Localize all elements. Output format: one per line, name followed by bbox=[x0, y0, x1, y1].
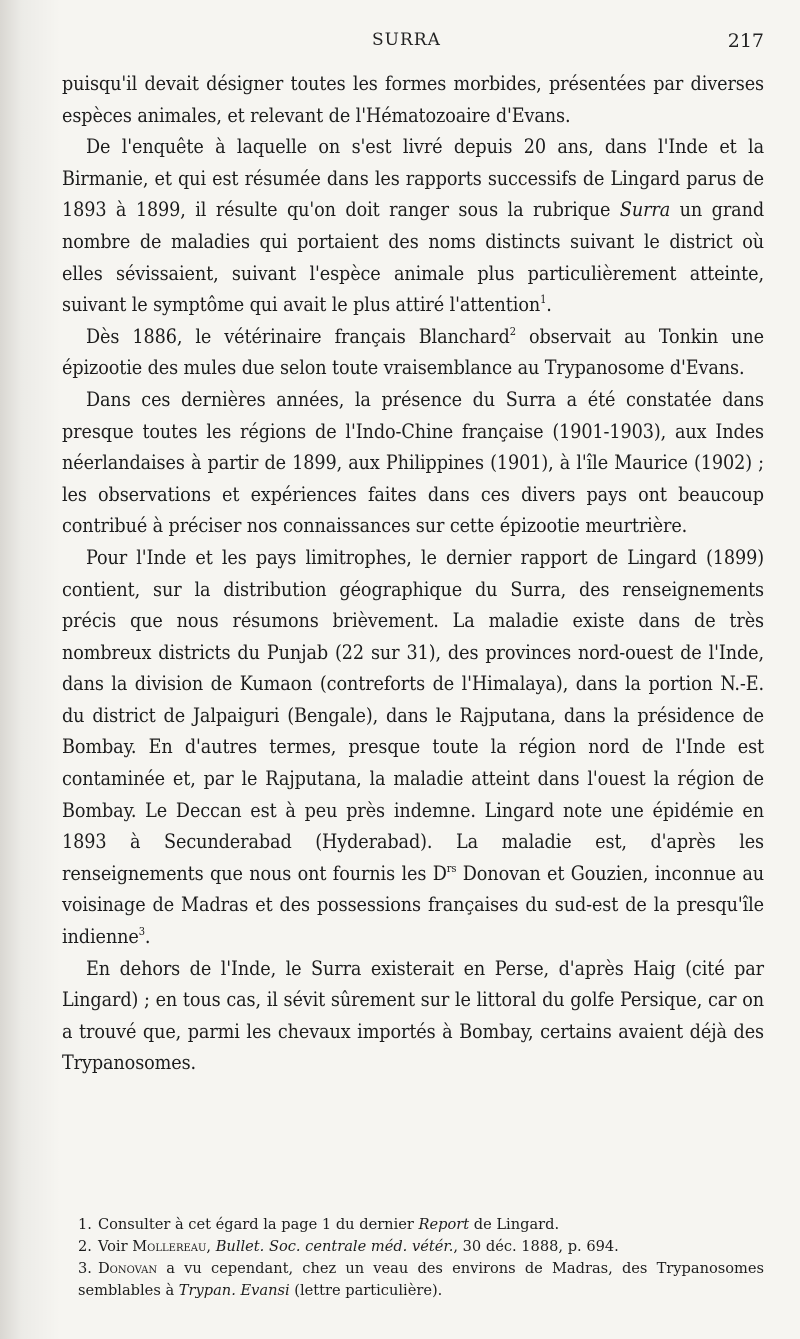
footnote-text: Consulter à cet égard la page 1 du dernier bbox=[97, 1216, 419, 1233]
page-number: 217 bbox=[727, 30, 764, 52]
paragraph-text: Dès 1886, le vétérinaire français Blanchard bbox=[86, 324, 510, 348]
paragraph-5 bbox=[62, 542, 764, 953]
running-head: SURRA bbox=[372, 30, 441, 50]
footnote-1 bbox=[62, 1214, 764, 1236]
footnote-italic: Bullet. Soc. centrale méd. vétér. bbox=[215, 1238, 454, 1255]
paragraph-text: En dehors de l'Inde, le Surra existerait en Perse, d'après Haig (cité par Lingard) ; en tous cas, il sévit sûrement sur le littoral du golfe Persique, car on a trouvé que, parmi les chevaux importés à Bombay, certains avaient déjà des Trypanosomes. bbox=[62, 956, 764, 1075]
superscript: rs bbox=[446, 861, 457, 875]
footnote-2 bbox=[62, 1236, 764, 1258]
footnote-ref: 2 bbox=[509, 324, 516, 338]
author-name: Donovan bbox=[97, 1260, 158, 1277]
author-name: Mollereau bbox=[132, 1238, 207, 1255]
footnote-text: , bbox=[206, 1238, 216, 1255]
footnote-text: , 30 déc. 1888, p. 694. bbox=[453, 1238, 619, 1255]
paragraph-2 bbox=[62, 131, 764, 321]
paragraph-3 bbox=[62, 321, 764, 384]
paragraph-text: De l'enquête à laquelle on s'est livré depuis 20 ans, dans l'Inde et la Birmanie, et qui est résumée dans les rapports successifs de Lingard parus de 1893 à 1899, il résulte qu'on doit ranger sous la rubrique bbox=[62, 135, 764, 222]
paragraph-text: Pour l'Inde et les pays limitrophes, le dernier rapport de Lingard (1899) contient, sur la distribution géographique du Surra, des renseignements précis que nous résumons brièvement. La maladie existe dans de très nombreux districts du Punjab (22 sur 31), des provinces nord-ouest de l'Inde, dans la division de Kumaon (contreforts de l'Himalaya), dans la portion N.-E. du district de Jalpaiguri (Bengale), dans le Rajputana, dans la présidence de Bombay. En d'autres termes, presque toute la région nord de l'Inde est contaminée et, par le Rajputana, la maladie atteint dans l'ouest la région de Bombay. Le Deccan est à peu près indemne. Lingard note une épidémie en 1893 à Secunderabad (Hyderabad). La maladie est, d'après les renseignements que nous ont fournis les D bbox=[62, 545, 764, 885]
paragraph-1 bbox=[62, 68, 764, 131]
paragraph-text: . bbox=[546, 293, 552, 317]
footnote-3 bbox=[62, 1258, 764, 1302]
footnote-ref: 3 bbox=[138, 925, 145, 939]
footnote-text: a vu cependant, chez un veau des environs de Madras, des Trypanosomes semblables à bbox=[78, 1260, 764, 1299]
page-header bbox=[0, 30, 800, 60]
paragraph-text: . bbox=[144, 925, 151, 949]
footnote-text: Voir bbox=[97, 1238, 133, 1255]
paragraph-4 bbox=[62, 384, 764, 542]
paragraph-text: un grand nombre de maladies qui portaient des noms distincts suivant le district où elles sévissaient, suivant l'espèce animale plus particulièrement atteinte, suivant le symptôme qui avait le plus attiré l'attention bbox=[62, 198, 765, 317]
body-text bbox=[62, 68, 764, 1079]
italic-term: Surra bbox=[619, 198, 671, 222]
paragraph-text: observait au Tonkin une épizootie des mules due selon toute vraisemblance au Trypanosome d'Evans. bbox=[62, 324, 764, 380]
paragraph-text: Donovan et Gouzien, inconnue au voisinage de Madras et des possessions françaises du sud-est de la presqu'île indienne bbox=[62, 861, 764, 949]
paragraph-6 bbox=[62, 953, 764, 1079]
footnotes bbox=[62, 1214, 764, 1302]
footnote-number: 3. bbox=[78, 1260, 92, 1277]
footnote-number: 2. bbox=[78, 1238, 92, 1255]
footnote-text: (lettre particulière). bbox=[289, 1282, 443, 1299]
footnote-text: de Lingard. bbox=[469, 1216, 560, 1233]
footnote-ref: 1 bbox=[540, 293, 547, 307]
paragraph-text: puisqu'il devait désigner toutes les formes morbides, présentées par diverses espèces animales, et relevant de l'Hématozoaire d'Evans. bbox=[62, 72, 764, 127]
paragraph-text: Dans ces dernières années, la présence du Surra a été constatée dans presque toutes les régions de l'Indo-Chine française (1901-1903), aux Indes néerlandaises à partir de 1899, aux Philippines (1901), à l'île Maurice (1902) ; les observations et expériences faites dans ces divers pays ont beaucoup contribué à préciser nos connaissances sur cette épizootie meurtrière. bbox=[62, 387, 764, 538]
footnote-italic: Trypan. Evansi bbox=[178, 1282, 290, 1299]
footnote-number: 1. bbox=[78, 1216, 92, 1233]
footnote-italic: Report bbox=[418, 1216, 470, 1233]
